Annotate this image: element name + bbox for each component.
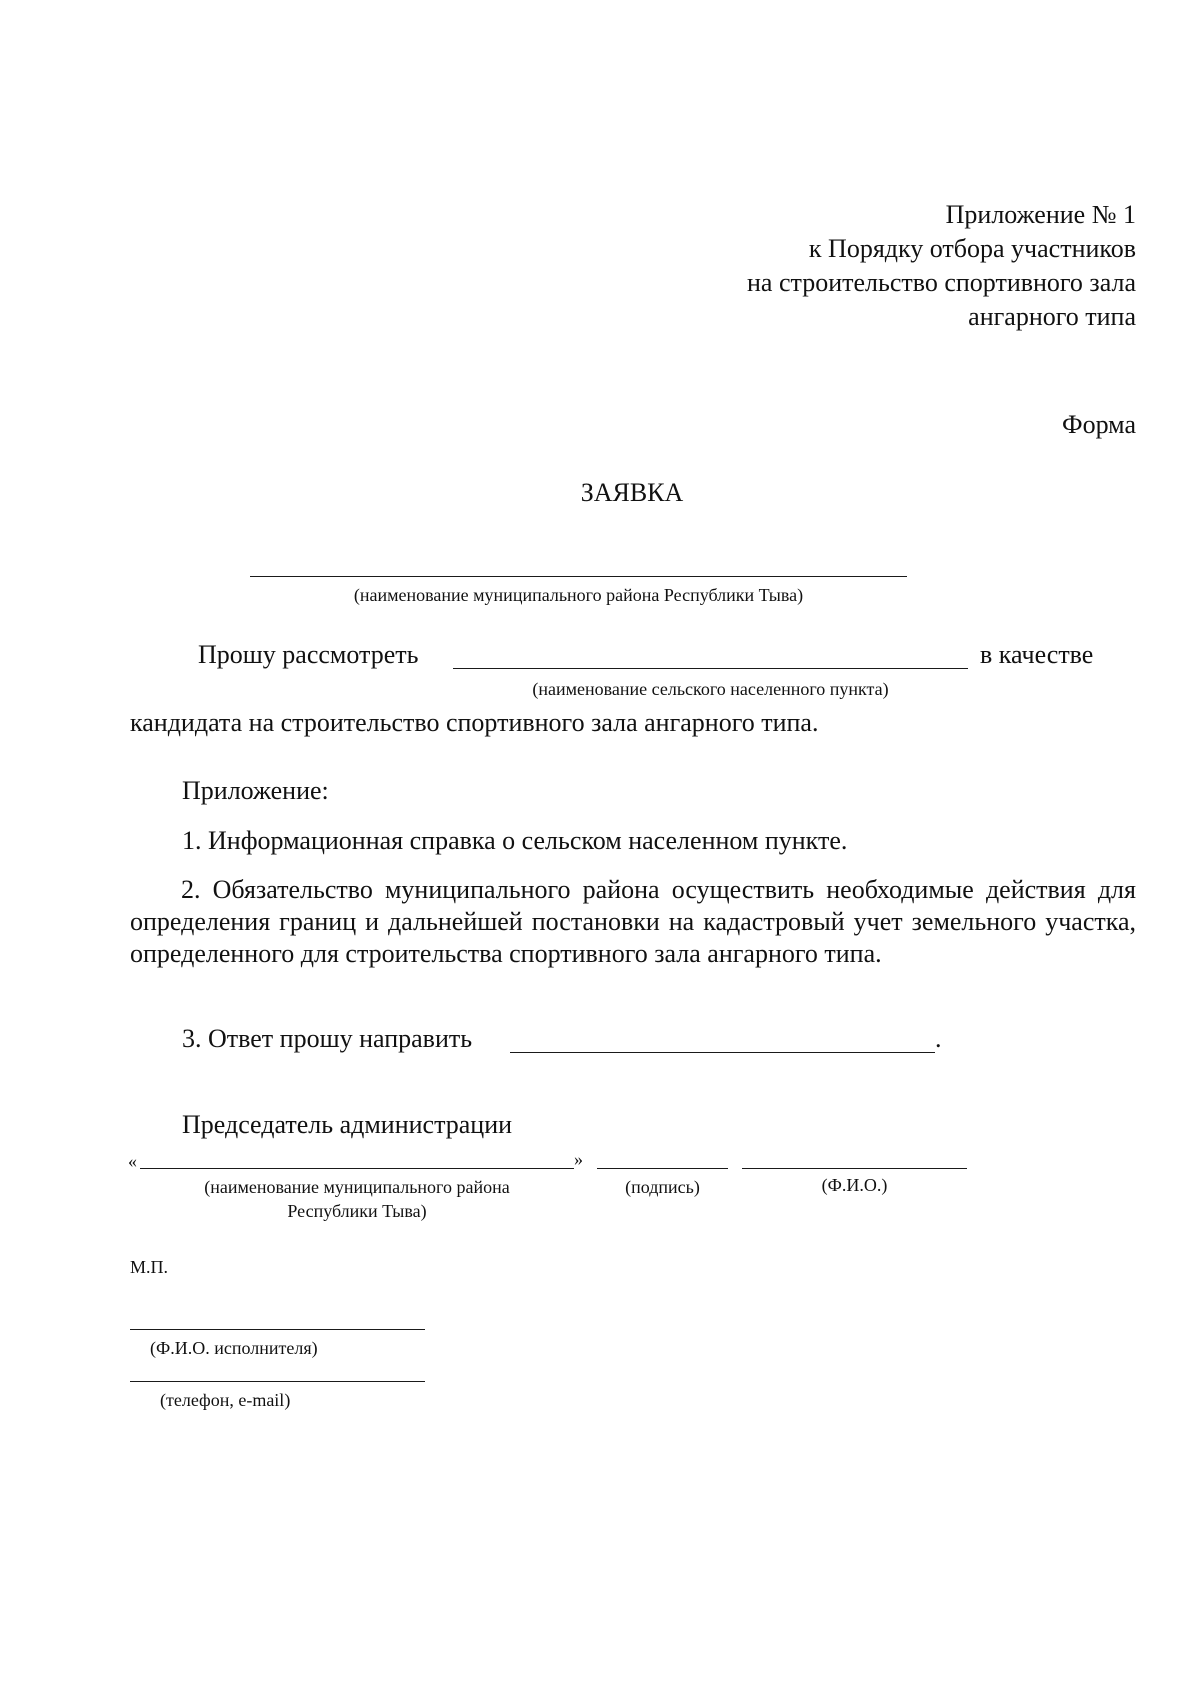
stamp-place: М.П. xyxy=(130,1257,169,1277)
attachment-item-3-lead: 3. Ответ прошу направить xyxy=(182,1024,473,1053)
attachment-item-2: 2. Обязательство муниципального района осуществить необходимые действия для определения границ и дальнейшей постановки на кадастровый учет земельного участка, определенного для строительства спортивного зала ангарного типа. xyxy=(130,875,1136,968)
attachment-item-1: 1. Информационная справка о сельском населенном пункте. xyxy=(182,826,848,855)
signature-caption: (подпись) xyxy=(625,1177,700,1197)
signatory-district-caption: (наименование муниципального района xyxy=(204,1177,510,1197)
attachment-item-3-end: . xyxy=(935,1024,942,1053)
request-tail: в качестве xyxy=(980,640,1094,669)
appendix-reference: к Порядку отбора участников xyxy=(808,234,1136,263)
document-title: ЗАЯВКА xyxy=(580,478,684,507)
executor-contact-caption: (телефон, e-mail) xyxy=(160,1390,291,1410)
district-name-line[interactable] xyxy=(250,576,907,577)
signatory-district-line[interactable] xyxy=(140,1168,574,1169)
signature-title: Председатель администрации xyxy=(182,1110,513,1139)
request-continuation: кандидата на строительство спортивного зала ангарного типа. xyxy=(130,708,819,737)
appendix-subject-end: ангарного типа xyxy=(968,302,1136,331)
signatory-name-caption: (Ф.И.О.) xyxy=(821,1175,888,1195)
quote-close: » xyxy=(574,1149,583,1169)
form-label: Форма xyxy=(1062,410,1136,439)
executor-contact-line[interactable] xyxy=(130,1381,425,1382)
executor-name-caption: (Ф.И.О. исполнителя) xyxy=(150,1338,318,1358)
signatory-name-line[interactable] xyxy=(742,1168,967,1169)
reply-address-line[interactable] xyxy=(510,1052,935,1053)
settlement-name-caption: (наименование сельского населенного пункта) xyxy=(532,679,889,699)
appendix-number: Приложение № 1 xyxy=(945,200,1136,229)
signatory-district-caption-2: Республики Тыва) xyxy=(287,1201,427,1221)
executor-name-line[interactable] xyxy=(130,1329,425,1330)
district-name-caption: (наименование муниципального района Республики Тыва) xyxy=(353,585,804,605)
quote-open: « xyxy=(128,1151,137,1171)
request-lead: Прошу рассмотреть xyxy=(198,640,419,669)
settlement-name-line[interactable] xyxy=(453,668,968,669)
signature-line[interactable] xyxy=(597,1168,728,1169)
attachments-heading: Приложение: xyxy=(182,776,329,805)
appendix-subject: на строительство спортивного зала xyxy=(747,268,1136,297)
